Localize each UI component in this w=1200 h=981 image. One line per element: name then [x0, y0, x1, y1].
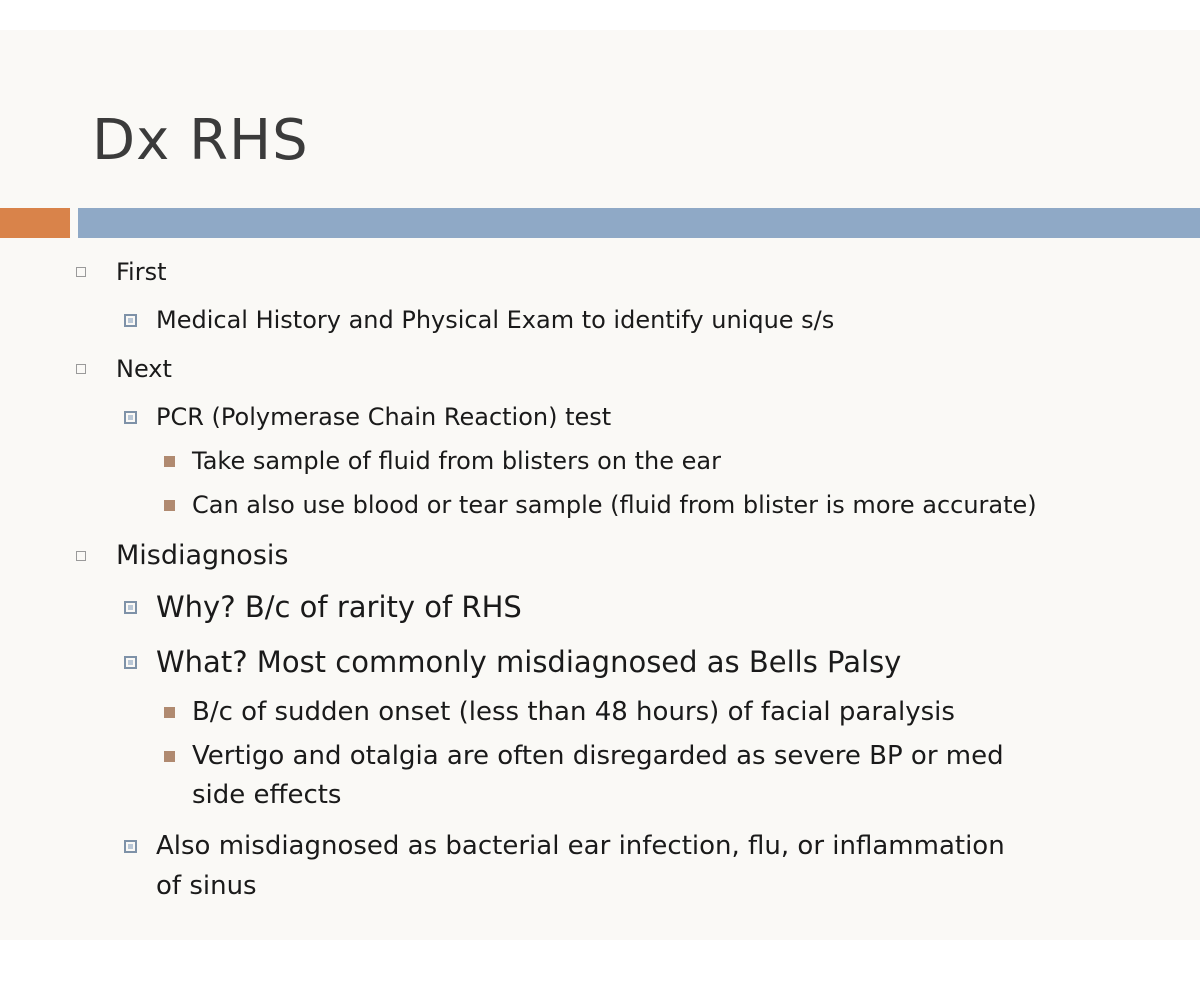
square-bullet-icon	[124, 601, 137, 614]
bullet-pcr-sub1	[192, 447, 721, 475]
bullet-misdiagnosis	[116, 540, 288, 571]
filled-square-bullet-icon	[164, 456, 175, 467]
bullet-what	[156, 645, 901, 679]
bullet-text: Can also use blood or tear sample (fluid from blister is more accurate)	[192, 491, 1037, 519]
bullet-also-continuation: of sinus	[156, 871, 257, 901]
filled-square-bullet-icon	[164, 500, 175, 511]
filled-square-bullet-icon	[164, 751, 175, 762]
bullet-pcr	[156, 403, 611, 431]
accent-bar-orange	[0, 208, 70, 238]
hollow-square-bullet-icon	[76, 267, 86, 277]
slide-title: Dx RHS	[92, 108, 309, 173]
bullet-text: What? Most commonly misdiagnosed as Bells Palsy	[156, 645, 902, 679]
bullet-also	[156, 831, 1005, 861]
slide	[0, 30, 1200, 940]
bullet-why	[156, 590, 522, 624]
square-bullet-icon	[124, 840, 137, 853]
hollow-square-bullet-icon	[76, 551, 86, 561]
bullet-text: B/c of sudden onset (less than 48 hours) of facial paralysis	[192, 697, 955, 727]
bullet-pcr-sub2	[192, 491, 1037, 519]
bullet-text: Take sample of fluid from blisters on the ear	[192, 447, 721, 475]
filled-square-bullet-icon	[164, 707, 175, 718]
bullet-text: First	[116, 258, 167, 286]
bullet-what-sub1	[192, 697, 955, 727]
bullet-text: Why? B/c of rarity of RHS	[156, 590, 522, 624]
square-bullet-icon	[124, 314, 137, 327]
bullet-what-sub2	[192, 741, 1004, 771]
bullet-text: Vertigo and otalgia are often disregarded as severe BP or med	[192, 741, 1004, 771]
bullet-what-sub2-continuation: side effects	[192, 780, 342, 810]
bullet-text: PCR (Polymerase Chain Reaction) test	[156, 403, 612, 431]
hollow-square-bullet-icon	[76, 364, 86, 374]
bullet-first-sub	[156, 306, 834, 334]
bullet-text: Also misdiagnosed as bacterial ear infection, flu, or inflammation	[156, 831, 1005, 861]
bullet-text: Medical History and Physical Exam to identify unique s/s	[156, 306, 835, 334]
bullet-text: Next	[116, 355, 172, 383]
bullet-first	[116, 258, 167, 286]
accent-bar-blue	[78, 208, 1200, 238]
square-bullet-icon	[124, 411, 137, 424]
square-bullet-icon	[124, 656, 137, 669]
bullet-next	[116, 355, 172, 383]
bullet-text: Misdiagnosis	[116, 540, 289, 571]
